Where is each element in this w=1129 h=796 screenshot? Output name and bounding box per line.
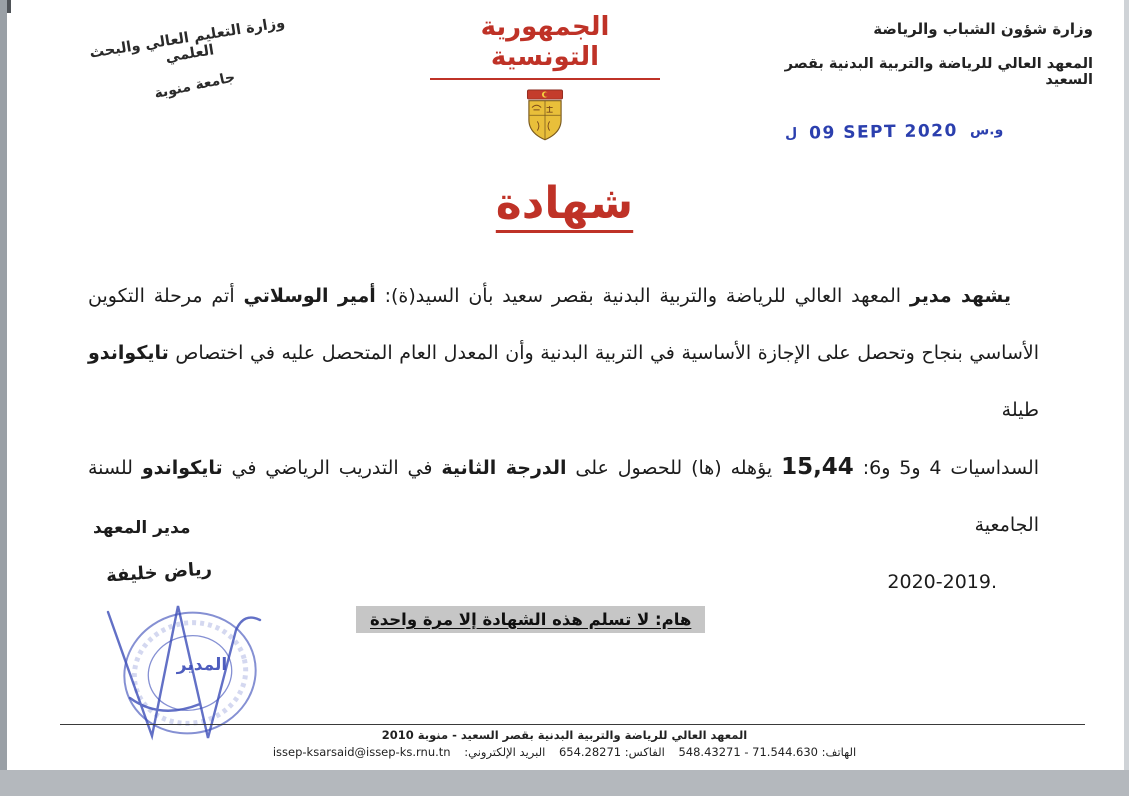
- body-text-segment: تايكواندو: [141, 457, 223, 479]
- body-line: [88, 325, 1039, 439]
- certificate-body: [88, 268, 1039, 611]
- body-text-segment: المعهد العالي للرياضة والتربية البدنية بقصر سعيد بأن السيد(ة):: [375, 285, 910, 307]
- body-text-segment: طيلة: [1001, 399, 1039, 421]
- certificate-title: شهادة: [495, 178, 634, 229]
- footer-phone: الهاتف: 71.544.630 - 548.43271: [678, 745, 857, 759]
- stamp-date: 09 SEPT 2020: [808, 120, 958, 144]
- stamp-mark-right: و.س: [969, 122, 1004, 139]
- seal-center-label: المدير: [176, 655, 228, 675]
- footer-fax: الفاكس: 654.28271: [558, 745, 665, 759]
- university-line: جامعة منوبة: [152, 69, 237, 103]
- body-text-segment: السداسيات 4 و5 و6:: [853, 457, 1039, 479]
- republic-header: [430, 12, 660, 144]
- director-title: مدير المعهد: [93, 518, 191, 538]
- ministry-sports-line: وزارة شؤون الشباب والرياضة: [873, 20, 1093, 38]
- footer-divider: [60, 724, 1085, 725]
- footer-contact-line: [0, 745, 1129, 759]
- footer-email-label: البريد الإلكتروني:: [464, 745, 546, 759]
- body-text-segment: أتم مرحلة التكوين: [88, 285, 244, 307]
- scan-edge-bottom: [0, 770, 1129, 796]
- body-text-segment: يشهد مدير: [909, 285, 1011, 307]
- body-text-segment: يؤهله (ها) للحصول على: [566, 457, 782, 479]
- tunisia-coat-of-arms: [522, 88, 568, 144]
- body-text-segment: تايكواندو: [88, 342, 169, 364]
- body-text-segment: الدرجة الثانية: [441, 457, 567, 479]
- ministry-education-block: [63, 11, 320, 113]
- scan-edge-left: [0, 0, 7, 796]
- body-text-segment: 15,44: [781, 454, 854, 480]
- body-text-segment: الأساسي بنجاح وتحصل على الإجازة الأساسية في التربية البدنية وأن المعدل العام المتحصل عليه في اختصاص: [168, 342, 1039, 364]
- footer-email: issep-ksarsaid@issep-ks.rnu.tn: [272, 745, 451, 759]
- date-stamp: [785, 120, 1004, 144]
- ministry-education-line: وزارة التعليم العالي والبحث العلمي: [88, 14, 286, 66]
- republic-title: الجمهورية التونسية: [430, 12, 660, 80]
- body-text-segment: 2020-2019.: [887, 571, 997, 593]
- director-name: رياض خليفة: [105, 558, 213, 587]
- body-text-segment: للسنة الجامعية: [88, 457, 1039, 536]
- body-line: [88, 439, 1039, 554]
- body-text-segment: أمير الوسلاتي: [243, 285, 376, 307]
- footer-institute-line: المعهد العالي للرياضة والتربية البدنية بقصر السعيد - منوبة 2010: [381, 728, 748, 742]
- scan-edge-right: [1124, 0, 1129, 796]
- ministry-sports-block: [783, 20, 1093, 88]
- important-notice: هام: لا تسلم هذه الشهادة إلا مرة واحدة: [356, 606, 705, 633]
- institute-name-line: المعهد العالي للرياضة والتربية البدنية بقصر السعيد: [784, 56, 1093, 88]
- body-text-segment: في التدريب الرياضي في: [222, 457, 442, 479]
- stamp-mark-left: ل: [784, 125, 798, 142]
- body-line: [88, 268, 1039, 325]
